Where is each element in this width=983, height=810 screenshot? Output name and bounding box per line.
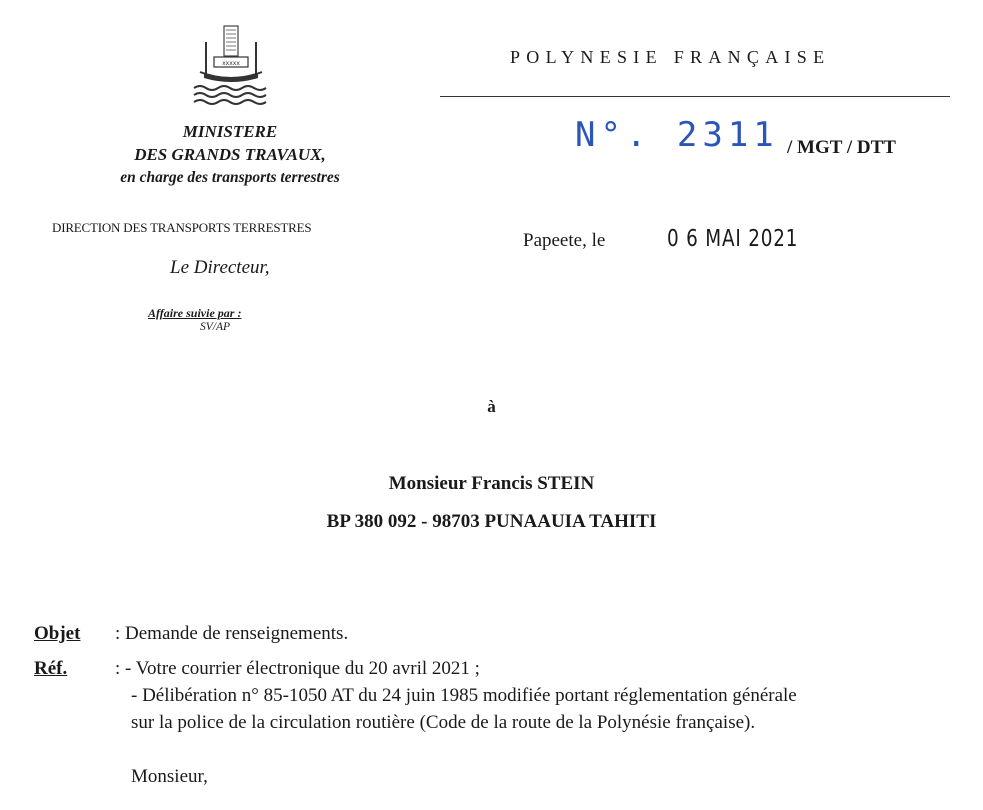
coat-of-arms-icon xyxy=(186,24,276,108)
objet-text: : Demande de renseignements. xyxy=(115,623,349,644)
ref-item-1: : - Votre courrier électronique du 20 avril 2021 ; xyxy=(115,658,480,679)
recipient-prefix: à xyxy=(487,397,496,416)
ref-item-2-continued: sur la police de la circulation routière (Code de la route de la Polynésie française). xyxy=(131,712,756,733)
reference-number-stamp: N°. 2311 xyxy=(575,115,779,155)
recipient-address: BP 380 092 - 98703 PUNAAUIA TAHITI xyxy=(326,511,657,532)
country-name: POLYNESIE FRANÇAISE xyxy=(510,47,831,67)
objet-label: Objet xyxy=(34,623,81,644)
recipient-name: Monsieur Francis STEIN xyxy=(388,473,595,494)
svg-text:xxxxx: xxxxx xyxy=(222,60,240,67)
director-title: Le Directeur, xyxy=(170,257,270,278)
ref-item-2: - Délibération n° 85-1050 AT du 24 juin 1985 modifiée portant réglementation générale xyxy=(131,685,797,706)
header-divider xyxy=(440,96,950,97)
affaire-label: Affaire suivie par : xyxy=(148,306,242,320)
ministry-subtitle: en charge des transports terrestres xyxy=(120,169,340,186)
greeting: Monsieur, xyxy=(131,766,208,787)
date-stamp: 0 6 MAI 2021 xyxy=(667,226,799,252)
place-label: Papeete, le xyxy=(523,230,606,251)
ref-label: Réf. xyxy=(34,658,68,679)
direction-name: DIRECTION DES TRANSPORTS TERRESTRES xyxy=(52,220,312,235)
ministry-title: MINISTERE xyxy=(182,122,278,141)
reference-suffix: / MGT / DTT xyxy=(787,137,896,158)
ministry-name: DES GRANDS TRAVAUX, xyxy=(134,145,326,164)
affaire-value: SV/AP xyxy=(200,321,231,333)
